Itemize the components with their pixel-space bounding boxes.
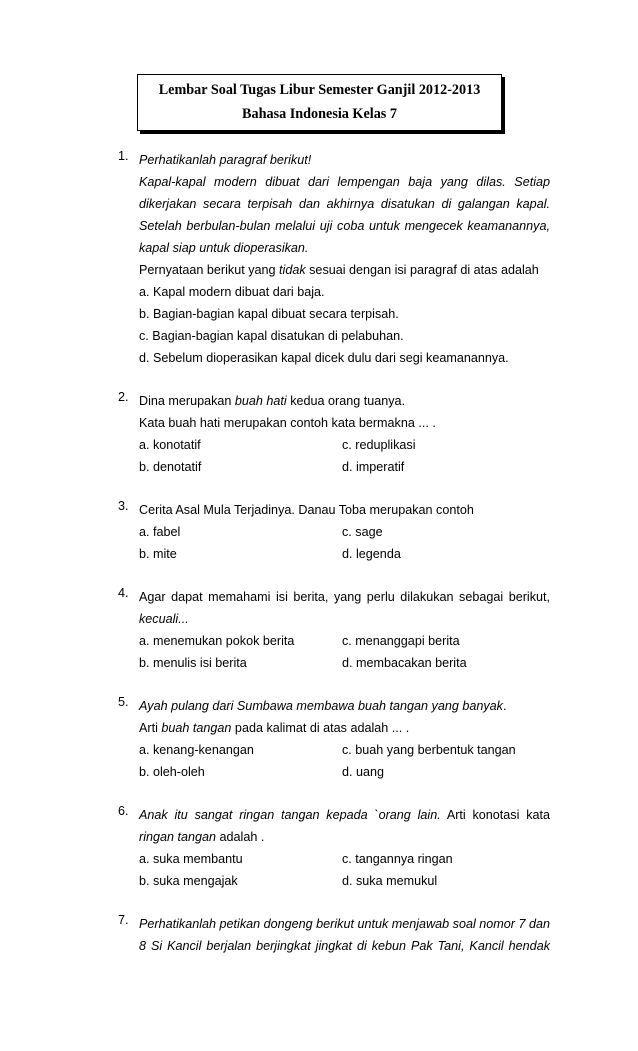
- answer-option-d: d. imperatif: [342, 460, 405, 474]
- answer-option-c: c. Bagian-bagian kapal disatukan di pelabuhan.: [139, 329, 404, 343]
- answer-options-row: [118, 870, 550, 892]
- answer-option-a: a. fabel: [139, 525, 181, 539]
- question-number: 7.: [118, 913, 129, 927]
- answer-options-row: [118, 652, 550, 674]
- answer-option-d: d. membacakan berita: [342, 656, 467, 670]
- answer-option-d: d. suka memukul: [342, 874, 438, 888]
- question-stem: Kata buah hati merupakan contoh kata bermakna ... .: [139, 416, 436, 430]
- title-box: [137, 74, 502, 131]
- question-list: [118, 149, 550, 957]
- answer-options-row: [118, 434, 550, 456]
- answer-options-row: [118, 761, 550, 783]
- answer-option-a: a. Kapal modern dibuat dari baja.: [139, 285, 325, 299]
- question-number: 4.: [118, 586, 129, 600]
- document-title: Lembar Soal Tugas Libur Semester Ganjil 2012-2013: [158, 82, 481, 98]
- answer-options-row: [118, 630, 550, 652]
- answer-option-d: d. uang: [342, 765, 385, 779]
- answer-option-a: a. menemukan pokok berita: [139, 634, 295, 648]
- answer-option-a: a. kenang-kenangan: [139, 743, 254, 757]
- answer-option-a: a. konotatif: [139, 438, 201, 452]
- question-stem: ringan tangan adalah .: [139, 830, 265, 844]
- answer-option-b: b. menulis isi berita: [139, 656, 247, 670]
- paragraph-line: kapal siap untuk dioperasikan.: [139, 241, 309, 255]
- answer-option-c: c. reduplikasi: [342, 438, 416, 452]
- answer-option-b: b. Bagian-bagian kapal dibuat secara terpisah.: [139, 307, 399, 321]
- answer-option-d: d. Sebelum dioperasikan kapal dicek dulu dari segi keamanannya.: [139, 351, 509, 365]
- question-text: Perhatikanlah petikan dongeng berikut untuk menjawab soal nomor 7 dan: [139, 917, 550, 931]
- question-7: [118, 913, 550, 957]
- question-text: Cerita Asal Mula Terjadinya. Danau Toba merupakan contoh: [139, 503, 474, 517]
- paragraph-line: Kapal-kapal modern dibuat dari lempengan baja yang dilas. Setiap: [139, 175, 550, 189]
- question-text: Ayah pulang dari Sumbawa membawa buah tangan yang banyak.: [139, 699, 507, 713]
- question-text: Agar dapat memahami isi berita, yang perlu dilakukan sebagai berikut,: [139, 590, 550, 604]
- question-number: 6.: [118, 804, 129, 818]
- question-text: Dina merupakan buah hati kedua orang tuanya.: [139, 394, 406, 408]
- question-stem: Pernyataan berikut yang tidak sesuai dengan isi paragraf di atas adalah: [139, 263, 539, 277]
- question-number: 3.: [118, 499, 129, 513]
- question-number: 5.: [118, 695, 129, 709]
- answer-options-row: [118, 521, 550, 543]
- question-3: [118, 499, 550, 565]
- answer-option-b: b. oleh-oleh: [139, 765, 205, 779]
- question-intro: Perhatikanlah paragraf berikut!: [139, 153, 312, 167]
- question-text: 8 Si Kancil berjalan berjingkat jingkat di kebun Pak Tani, Kancil hendak: [139, 939, 550, 953]
- document-subtitle: Bahasa Indonesia Kelas 7: [242, 106, 397, 122]
- answer-option-c: c. buah yang berbentuk tangan: [342, 743, 516, 757]
- answer-option-c: c. sage: [342, 525, 383, 539]
- question-stem: Arti buah tangan pada kalimat di atas adalah ... .: [139, 721, 410, 735]
- question-text: kecuali...: [139, 612, 189, 626]
- paragraph-line: Setelah berbulan-bulan melalui uji coba untuk mengecek keamanannya,: [139, 219, 550, 233]
- question-4: [118, 586, 550, 674]
- question-number: 2.: [118, 390, 129, 404]
- question-1: [118, 149, 550, 369]
- question-text: Anak itu sangat ringan tangan kepada `orang lain. Arti konotasi kata: [139, 808, 550, 822]
- answer-options-row: [118, 848, 550, 870]
- answer-option-c: c. tangannya ringan: [342, 852, 453, 866]
- answer-option-d: d. legenda: [342, 547, 401, 561]
- paragraph-line: dikerjakan secara terpisah dan akhirnya disatukan di galangan kapal.: [139, 197, 550, 211]
- answer-option-b: b. mite: [139, 547, 177, 561]
- answer-options-row: [118, 739, 550, 761]
- question-6: [118, 804, 550, 892]
- answer-options-row: [118, 456, 550, 478]
- question-2: [118, 390, 550, 478]
- answer-option-b: b. suka mengajak: [139, 874, 238, 888]
- answer-option-a: a. suka membantu: [139, 852, 243, 866]
- question-5: [118, 695, 550, 783]
- answer-options-row: [118, 543, 550, 565]
- question-number: 1.: [118, 149, 129, 163]
- answer-option-c: c. menanggapi berita: [342, 634, 460, 648]
- answer-option-b: b. denotatif: [139, 460, 202, 474]
